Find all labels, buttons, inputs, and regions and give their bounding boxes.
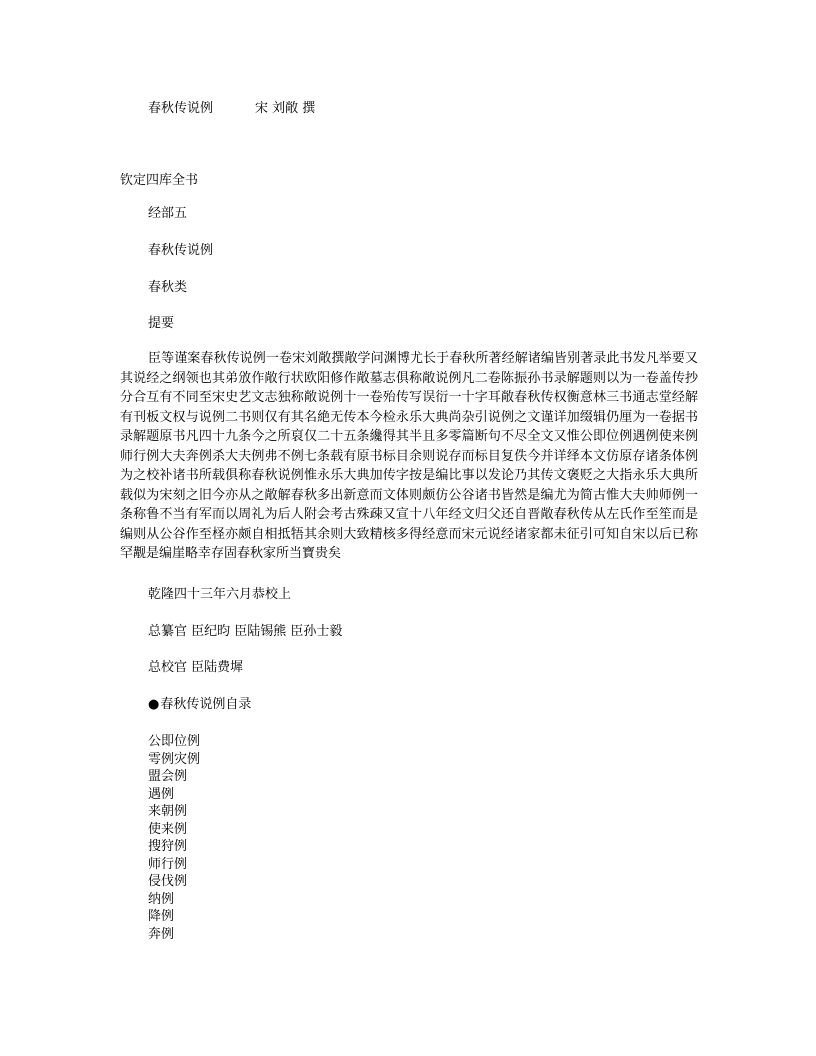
bullet-icon: ● [148,697,160,712]
category-label: 春秋类 [148,280,188,295]
collection-title: 钦定四库全书 [120,173,199,188]
toc-item: 降例 [148,909,175,924]
toc-heading-text: 春秋传说例自录 [160,697,252,712]
abstract-paragraph: 臣等谨案春秋传说例一卷宋刘敞撰敞学问渊博尤长于春秋所著经解诸编皆别著录此书发凡举要又其说经之纲领也其弟攽作敞行状欧阳修作敞墓志俱称敞说例凡二卷陈振孙书录解题则以为一卷盖传抄分合互有不同至宋史艺文志独称敞说例十一卷殆传写误衍一十字耳敞春秋传权衡意林三书通志堂经解有刊板文权与说例二书则仅有其名絶无传本今检永乐大典尚杂引说例之文谨详加缀辑仍厘为一卷据书录解题原书凡四十九条今之所裒仅二十五条纔得其半且多零篇断句不尽全文又惟公即位例遇例使来例师行例大夫奔例杀大夫例弗不例七条载有原书标目余则说存而标目复佚今并详绎本文仿原存诸条体例为之校补诸书所载俱称春秋说例惟永乐大典加传字按是编比事以发论乃其传文褒贬之大指永乐大典所载似为宋刻之旧今亦从之敞解春秋多出新意而文体则颇仿公谷诸书皆然是编尤为简古惟大夫帅师例一条称鲁不当有军而以周礼为后人附会考古殊疎又宣十八年经文归父还自晋敞春秋传从左氏作至笙而是编则从公谷作至柽亦颇自相抵牾其余则大致精核多得经意而宋元说经诸家都未征引可知自宋以后已称罕觏是编崖略幸存固春秋家所当寶贵矣 [120,351,698,561]
chief-compilers-line: 总纂官 臣纪昀 臣陆锡熊 臣孙士毅 [148,624,343,639]
toc-item: 遇例 [148,786,175,802]
toc-item: 师行例 [148,856,188,872]
toc-item: 搜狩例 [148,839,188,854]
book-title: 春秋传说例 [148,101,214,116]
toc-item: 来朝例 [148,804,188,819]
toc-item: 使来例 [148,821,188,837]
toc-item: 奔例 [148,926,175,942]
toc-list [148,733,200,943]
toc-item: 侵伐例 [148,874,188,889]
title-line [148,97,315,116]
date-line: 乾隆四十三年六月恭校上 [148,587,292,602]
book-name: 春秋传说例 [148,243,214,258]
author-line: 宋 刘敞 撰 [255,101,316,116]
toc-heading [148,696,251,714]
chief-proofreader-line: 总校官 臣陆费墀 [148,660,244,675]
section-label: 经部五 [148,206,188,221]
toc-item: 纳例 [148,891,175,907]
toc-item: 雩例灾例 [148,751,201,767]
abstract-heading: 提要 [148,316,175,331]
toc-item: 盟会例 [148,769,188,784]
toc-item: 公即位例 [148,734,201,749]
